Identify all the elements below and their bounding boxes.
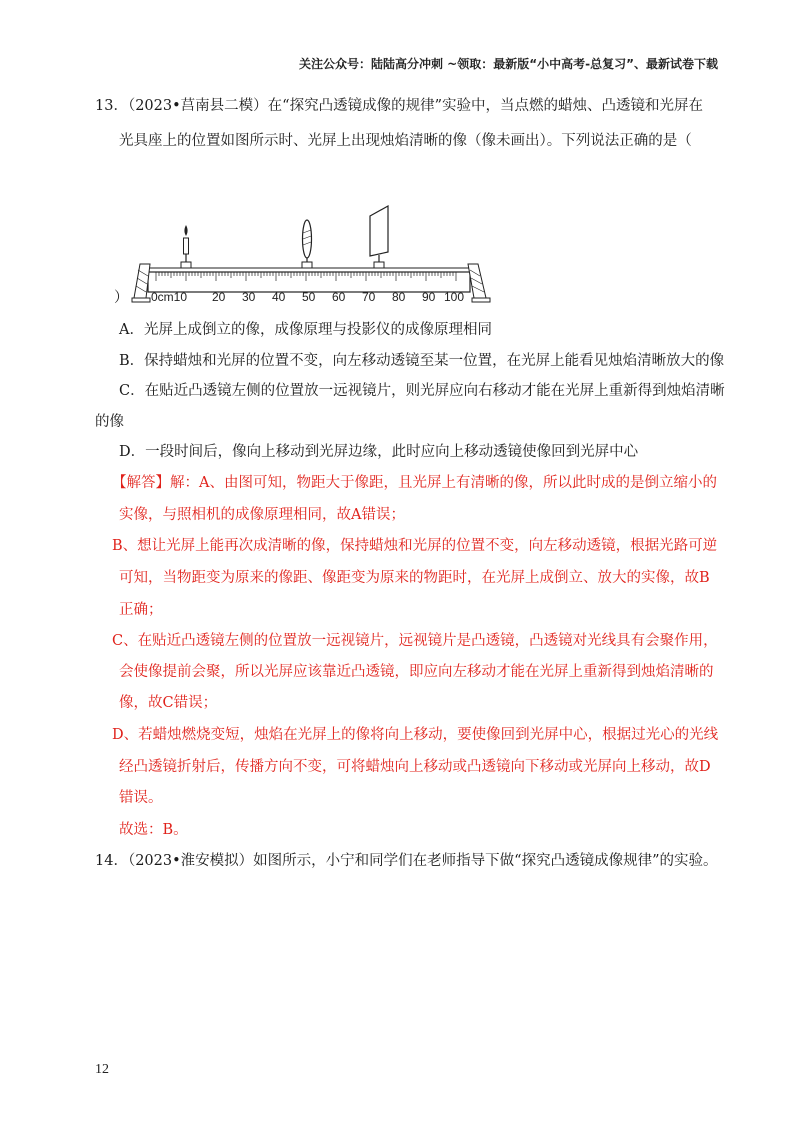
q13-answer-line2: 实像，与照相机的成像原理相同，故A错误； [119, 507, 405, 523]
q13-option-c-line2: 的像 [95, 414, 124, 430]
bench-right-support [468, 264, 490, 302]
q13-stem-close: ） [114, 290, 129, 306]
q13-option-d: D．一段时间后，像向上移动到光屏边缘，此时应向上移动透镜使像回到光屏中心 [119, 444, 639, 460]
page-number: 12 [95, 1062, 109, 1077]
q13-answer-choice: 故选：B。 [119, 822, 188, 838]
q14-stem: 14．（2023•淮安模拟）如图所示，小宁和同学们在老师指导下做“探究凸透镜成像规律”的实验。 [95, 853, 718, 869]
light-screen [370, 206, 388, 268]
q13-answer-line8: 像，故C错误； [119, 695, 218, 711]
candle [181, 225, 191, 268]
q13-stem-line2: 光具座上的位置如图所示时、光屏上出现烛焰清晰的像（像未画出）。下列说法正确的是（ [119, 133, 692, 149]
q13-answer-line3: B、想让光屏上能再次成清晰的像，保持蜡烛和光屏的位置不变，向左移动透镜，根据光路可逆 [112, 538, 718, 554]
q13-option-c-line1: C．在贴近凸透镜左侧的位置放一远视镜片，则光屏应向右移动才能在光屏上重新得到烛焰清晰 [119, 383, 725, 399]
scale-label-70: 70 [362, 290, 376, 304]
scale-label-40: 40 [272, 290, 286, 304]
scale-label-90: 90 [422, 290, 436, 304]
scale-label-60: 60 [332, 290, 346, 304]
q13-option-b: B．保持蜡烛和光屏的位置不变，向左移动透镜至某一位置，在光屏上能看见烛焰清晰放大的像 [119, 353, 725, 369]
convex-lens [302, 220, 312, 268]
q13-answer-line6: C、在贴近凸透镜左侧的位置放一远视镜片，远视镜片是凸透镜，凸透镜对光线具有会聚作用， [112, 633, 718, 649]
scale-label-30: 30 [242, 290, 256, 304]
q13-answer-line9: D、若蜡烛燃烧变短，烛焰在光屏上的像将向上移动，要使像回到光屏中心，根据过光心的光线 [112, 727, 719, 743]
scale-label-0: 0cm10 [151, 290, 188, 304]
q13-answer-line7: 会使像提前会聚，所以光屏应该靠近凸透镜，即应向左移动才能在光屏上重新得到烛焰清晰的 [119, 664, 714, 680]
bench-left-support [132, 264, 150, 302]
scale-label-80: 80 [392, 290, 406, 304]
q13-answer-line5: 正确； [119, 602, 163, 618]
scale-label-100: 100 [444, 290, 465, 304]
q13-stem-line1: 13．（2023•莒南县二模）在“探究凸透镜成像的规律”实验中，当点燃的蜡烛、凸透镜和光屏在 [95, 98, 703, 114]
scale-label-20: 20 [212, 290, 226, 304]
q13-answer-line4: 可知，当物距变为原来的像距、像距变为原来的物距时，在光屏上成倒立、放大的实像，故B [119, 570, 710, 586]
q13-option-a: A．光屏上成倒立的像，成像原理与投影仪的成像原理相同 [119, 322, 492, 338]
scale-label-50: 50 [302, 290, 316, 304]
q13-answer-line11: 错误。 [119, 790, 163, 806]
optical-bench-figure [130, 198, 500, 306]
q13-answer-line1: 【解答】解：A、由图可知，物距大于像距，且光屏上有清晰的像，所以此时成的是倒立缩小的 [112, 475, 717, 491]
page-header: 关注公众号：陆陆高分冲刺 ~领取：最新版“小中高考-总复习”、最新试卷下载 [299, 57, 718, 71]
q13-answer-line10: 经凸透镜折射后，传播方向不变，可将蜡烛向上移动或凸透镜向下移动或光屏向上移动，故D [119, 759, 711, 775]
